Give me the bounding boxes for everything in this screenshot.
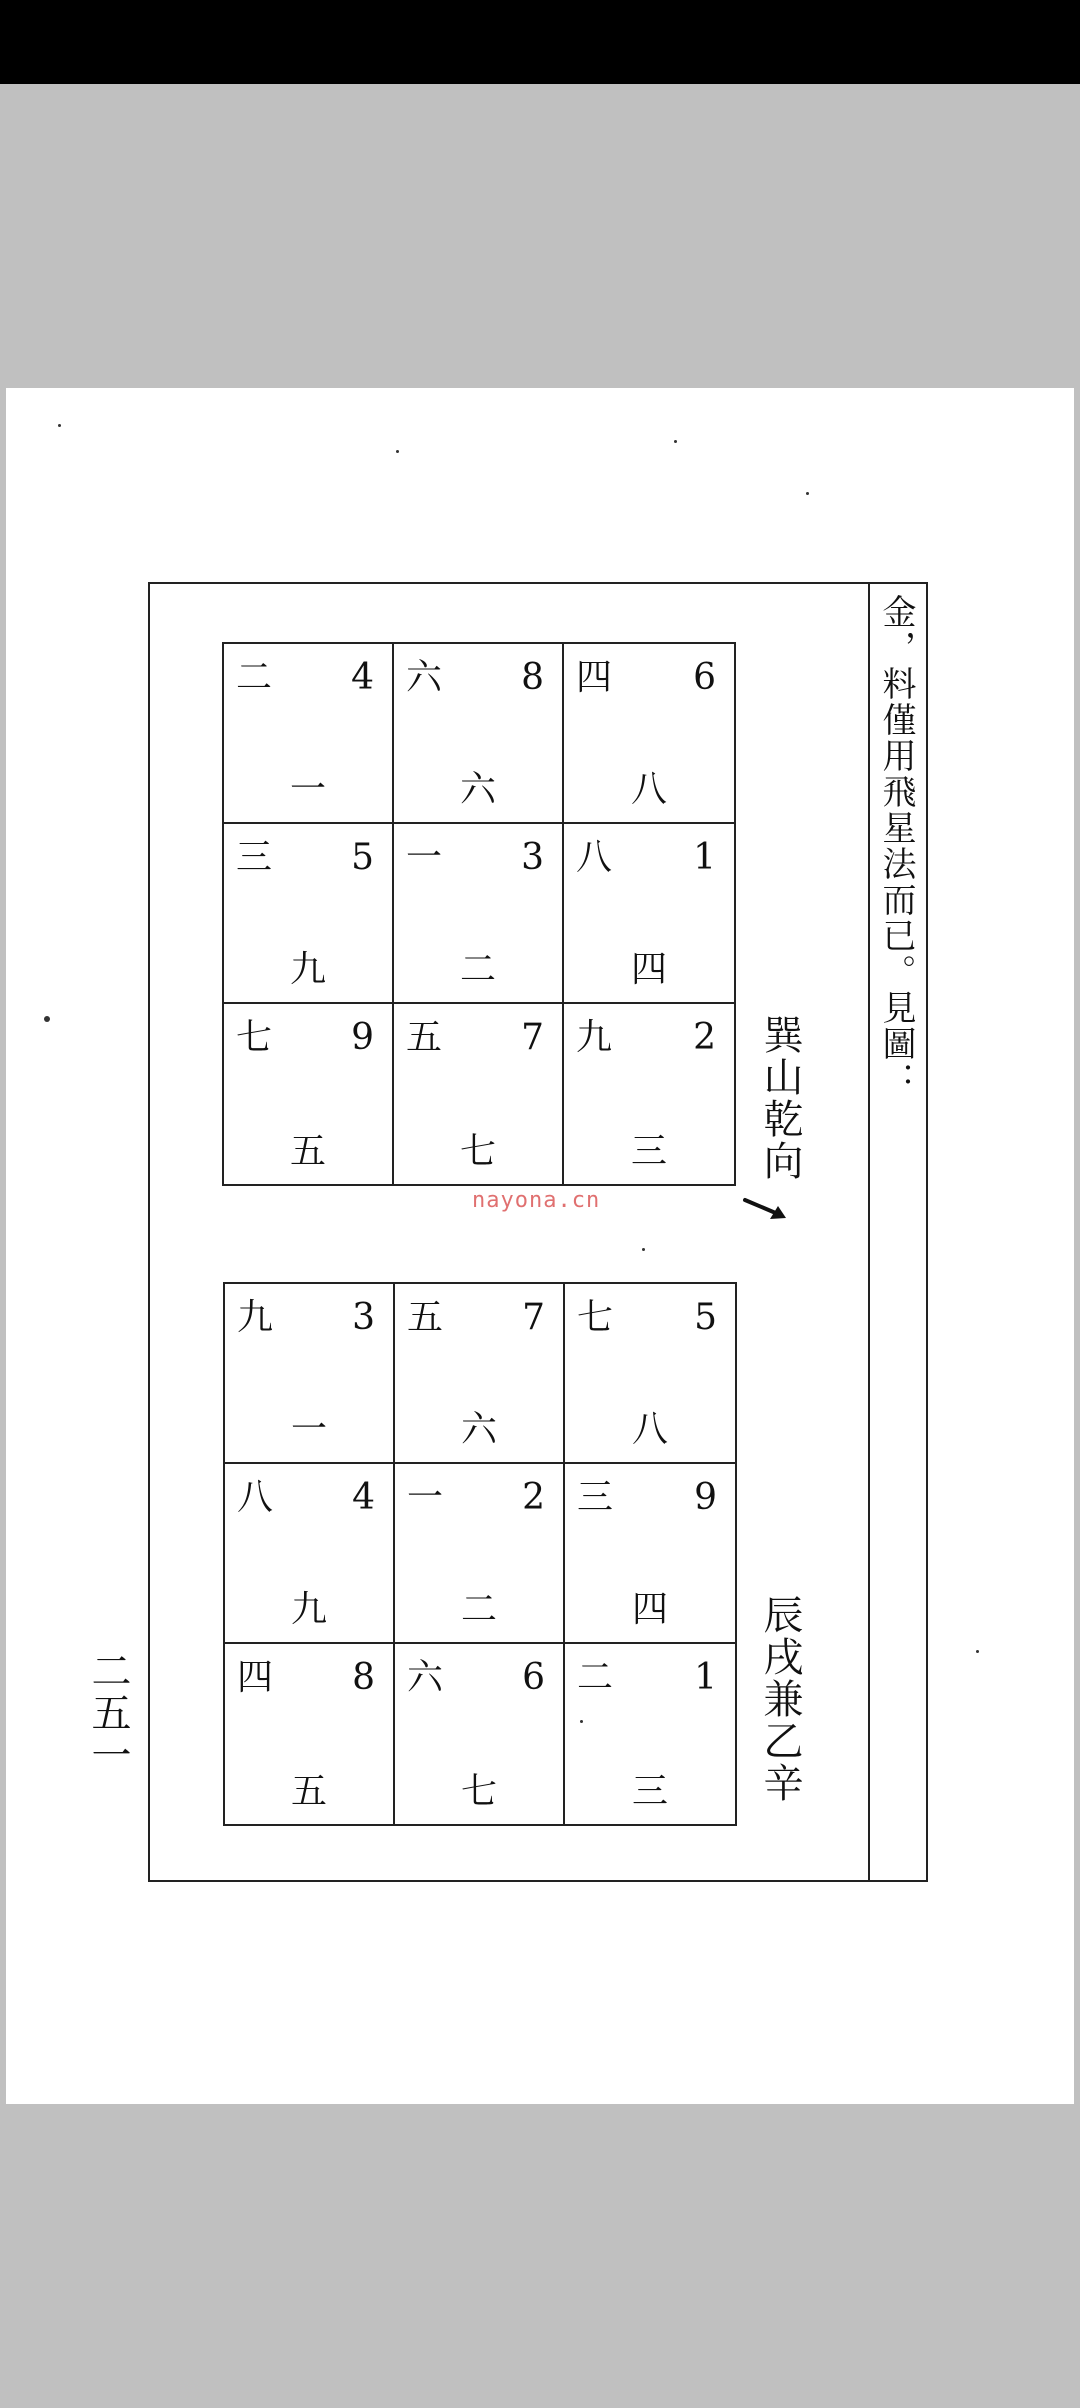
cell-base-star: 七 — [459, 1131, 496, 1172]
cell-base-star: 八 — [630, 769, 667, 810]
chart-1-cell-4 — [224, 824, 394, 1004]
cell-mountain-star: 八 — [237, 1477, 274, 1518]
cell-facing-star: 8 — [521, 657, 544, 698]
chart-2-cell-1 — [225, 1284, 395, 1464]
cell-base-star: 一 — [289, 769, 326, 810]
chart-1-cell-1 — [224, 644, 394, 824]
flying-star-chart-2 — [223, 1282, 737, 1826]
scan-speck — [976, 1650, 979, 1653]
cell-facing-star: 1 — [693, 837, 716, 878]
top-black-bar — [0, 0, 1080, 84]
cell-mountain-star: 三 — [577, 1477, 614, 1518]
cell-mountain-star: 三 — [236, 837, 273, 878]
cell-base-star: 一 — [290, 1409, 327, 1450]
chart-2-cell-4 — [225, 1464, 395, 1644]
cell-base-star: 九 — [290, 1589, 327, 1630]
cell-facing-star: 2 — [522, 1477, 545, 1518]
cell-base-star: 二 — [460, 1589, 497, 1630]
cell-base-star: 三 — [630, 1131, 667, 1172]
scan-speck — [580, 1720, 583, 1723]
cell-base-star: 六 — [459, 769, 496, 810]
cell-facing-star: 8 — [352, 1657, 375, 1698]
cell-facing-star: 5 — [351, 837, 374, 878]
cell-facing-star: 6 — [693, 657, 716, 698]
chart-1-cell-8 — [394, 1004, 564, 1184]
chart-1-cell-3 — [564, 644, 734, 824]
cell-mountain-star: 一 — [407, 1477, 444, 1518]
cell-facing-star: 4 — [351, 657, 374, 698]
cell-base-star: 九 — [289, 949, 326, 990]
chart-1-cell-7 — [224, 1004, 394, 1184]
cell-base-star: 三 — [631, 1771, 668, 1812]
cell-base-star: 七 — [460, 1771, 497, 1812]
cell-facing-star: 9 — [351, 1017, 374, 1058]
chart-1-cell-6 — [564, 824, 734, 1004]
watermark-text: nayona.cn — [472, 1188, 601, 1213]
chart-2-cell-2 — [395, 1284, 565, 1464]
scanned-page — [6, 388, 1074, 2104]
scan-speck — [58, 424, 61, 427]
cell-facing-star: 7 — [522, 1297, 545, 1338]
cell-base-star: 八 — [631, 1409, 668, 1450]
cell-mountain-star: 五 — [406, 1017, 443, 1058]
scan-speck — [806, 492, 809, 495]
cell-mountain-star: 一 — [406, 837, 443, 878]
cell-mountain-star: 八 — [576, 837, 613, 878]
chart-2-cell-5 — [395, 1464, 565, 1644]
flying-star-chart-1 — [222, 642, 736, 1186]
chart-2-label: 辰戌兼乙辛 — [757, 1594, 803, 1804]
page-number: 二五一 — [85, 1650, 131, 1776]
scan-speck — [642, 1248, 645, 1251]
chart-1-cell-9 — [564, 1004, 734, 1184]
cell-mountain-star: 四 — [237, 1657, 274, 1698]
cell-mountain-star: 二 — [236, 657, 273, 698]
cell-facing-star: 5 — [694, 1297, 717, 1338]
cell-facing-star: 9 — [694, 1477, 717, 1518]
cell-facing-star: 7 — [521, 1017, 544, 1058]
cell-mountain-star: 六 — [407, 1657, 444, 1698]
side-column-text: 金，料僅用飛星法而已。見圖： — [876, 594, 916, 1098]
chart-2-cell-8 — [395, 1644, 565, 1824]
cell-base-star: 二 — [459, 949, 496, 990]
cell-facing-star: 1 — [694, 1657, 717, 1698]
cell-mountain-star: 九 — [576, 1017, 613, 1058]
column-divider — [868, 584, 870, 1880]
cell-facing-star: 2 — [693, 1017, 716, 1058]
cell-base-star: 四 — [631, 1589, 668, 1630]
cell-mountain-star: 二 — [577, 1657, 614, 1698]
cell-mountain-star: 九 — [237, 1297, 274, 1338]
scan-speck — [396, 450, 399, 453]
cell-base-star: 四 — [630, 949, 667, 990]
arrow-down-right-icon — [742, 1196, 788, 1222]
chart-1-cell-5 — [394, 824, 564, 1004]
cell-mountain-star: 五 — [407, 1297, 444, 1338]
chart-2-cell-3 — [565, 1284, 735, 1464]
cell-base-star: 六 — [460, 1409, 497, 1450]
chart-2-cell-6 — [565, 1464, 735, 1644]
cell-facing-star: 3 — [521, 837, 544, 878]
chart-2-cell-9 — [565, 1644, 735, 1824]
scan-speck — [44, 1016, 50, 1022]
chart-2-cell-7 — [225, 1644, 395, 1824]
cell-facing-star: 6 — [522, 1657, 545, 1698]
cell-facing-star: 3 — [352, 1297, 375, 1338]
scan-speck — [674, 440, 677, 443]
chart-1-cell-2 — [394, 644, 564, 824]
chart-1-label: 巽山乾向 — [757, 1014, 803, 1182]
cell-mountain-star: 六 — [406, 657, 443, 698]
cell-base-star: 五 — [290, 1771, 327, 1812]
cell-mountain-star: 七 — [236, 1017, 273, 1058]
cell-facing-star: 4 — [352, 1477, 375, 1518]
cell-base-star: 五 — [289, 1131, 326, 1172]
cell-mountain-star: 七 — [577, 1297, 614, 1338]
cell-mountain-star: 四 — [576, 657, 613, 698]
